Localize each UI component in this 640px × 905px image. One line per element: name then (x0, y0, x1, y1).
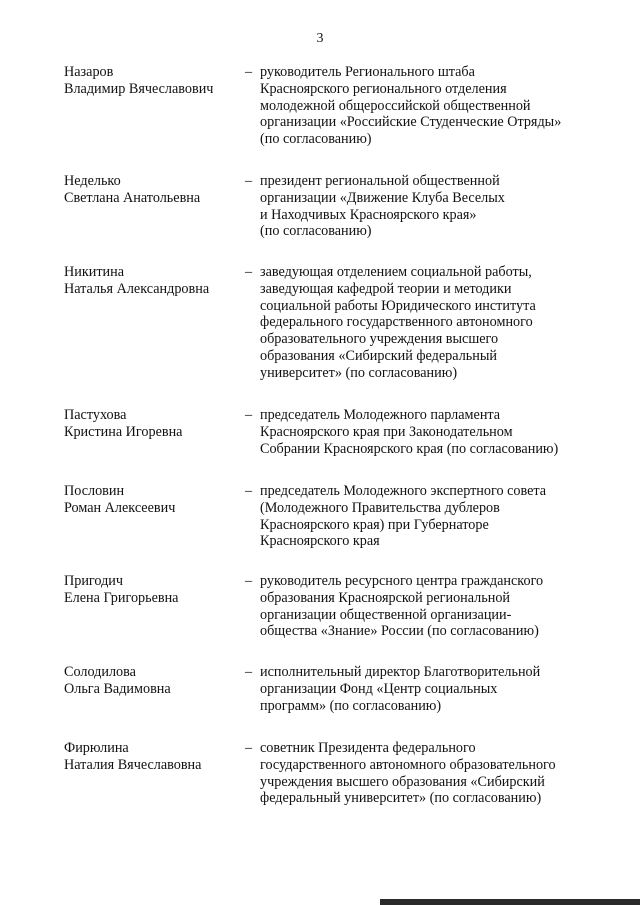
member-role-line: Красноярского регионального отделения (260, 80, 507, 97)
member-role-line: образования Красноярской региональной (260, 589, 511, 606)
member-role (260, 407, 590, 457)
member-role-line: исполнительный директор Благотворительной (260, 664, 541, 680)
member-surname: Никитина (64, 264, 125, 280)
member-name (64, 664, 234, 698)
member-role (260, 573, 590, 640)
member-role-line: образовательного учреждения высшего (260, 331, 499, 348)
member-role-line: Красноярского края (260, 533, 380, 550)
member-role-line: руководитель ресурсного центра гражданского (260, 573, 544, 589)
member-given-names: Ольга Вадимовна (64, 680, 171, 697)
member-role-line: председатель Молодежного парламента (260, 407, 501, 423)
member-role-line: председатель Молодежного экспертного совета (260, 483, 547, 499)
member-role-line: организации общественной организации- (260, 606, 512, 623)
member-role-line: учреждения высшего образования «Сибирский (260, 773, 545, 790)
member-role-line: (по согласованию) (260, 223, 372, 240)
member-role-line: государственного автономного образовательного (260, 756, 556, 773)
member-surname: Пословин (64, 483, 125, 499)
member-given-names: Кристина Игоревна (64, 423, 183, 440)
member-role (260, 664, 590, 714)
member-given-names: Светлана Анатольевна (64, 189, 201, 206)
dash-separator: – (245, 264, 253, 280)
member-role (260, 173, 590, 240)
member-role (260, 483, 590, 550)
member-surname: Солодилова (64, 664, 136, 680)
member-name (64, 264, 234, 298)
member-role-line: федерального государственного автономного (260, 314, 533, 331)
member-role-line: Собрании Красноярского края (по согласованию) (260, 440, 559, 457)
member-given-names: Наталья Александровна (64, 280, 210, 297)
member-role-line: заведующая отделением социальной работы, (260, 264, 532, 280)
member-role-line: федеральный университет» (по согласованию) (260, 790, 542, 807)
member-surname: Фирюлина (64, 740, 129, 756)
member-name (64, 173, 234, 207)
member-role-line: программ» (по согласованию) (260, 697, 442, 714)
member-role-line: и Находчивых Красноярского края» (260, 206, 477, 223)
page-number: 3 (316, 31, 324, 46)
member-role-line: общества «Знание» России (по согласованию) (260, 623, 539, 640)
member-role-line: организации Фонд «Центр социальных (260, 680, 498, 697)
dash-separator: – (245, 64, 253, 80)
member-role-line: образования «Сибирский федеральный (260, 347, 497, 364)
member-role-line: социальной работы Юридического института (260, 297, 536, 314)
member-role-line: (Молодежного Правительства дублеров (260, 499, 500, 516)
dash-separator: – (245, 483, 253, 499)
member-surname: Пастухова (64, 407, 127, 423)
member-given-names: Наталия Вячеславовна (64, 756, 202, 773)
member-role-line: университет» (по согласованию) (260, 364, 458, 381)
member-role-line: молодежной общероссийской общественной (260, 97, 531, 114)
dash-separator: – (245, 664, 253, 680)
dash-separator: – (245, 173, 253, 189)
member-given-names: Роман Алексеевич (64, 499, 176, 516)
member-given-names: Владимир Вячеславович (64, 80, 214, 97)
member-surname: Пригодич (64, 573, 124, 589)
member-name (64, 573, 234, 607)
member-role (260, 64, 590, 148)
member-name (64, 483, 234, 517)
dash-separator: – (245, 740, 253, 756)
dash-separator: – (245, 573, 253, 589)
member-name (64, 740, 234, 774)
member-role-line: Красноярского края при Законодательном (260, 423, 513, 440)
member-role-line: президент региональной общественной (260, 173, 500, 189)
member-role-line: Красноярского края) при Губернаторе (260, 516, 489, 533)
member-name (64, 64, 234, 98)
member-name (64, 407, 234, 441)
member-role-line: организации «Движение Клуба Веселых (260, 189, 505, 206)
member-role (260, 740, 590, 807)
member-role (260, 264, 590, 382)
member-given-names: Елена Григорьевна (64, 589, 179, 606)
member-role-line: заведующая кафедрой теории и методики (260, 280, 512, 297)
member-role-line: организации «Российские Студенческие Отряды» (260, 114, 562, 131)
member-role-line: советник Президента федерального (260, 740, 476, 756)
scan-edge-line (380, 899, 640, 905)
member-surname: Назаров (64, 64, 114, 80)
member-surname: Неделько (64, 173, 121, 189)
member-role-line: (по согласованию) (260, 131, 372, 148)
dash-separator: – (245, 407, 253, 423)
member-role-line: руководитель Регионального штаба (260, 64, 475, 80)
